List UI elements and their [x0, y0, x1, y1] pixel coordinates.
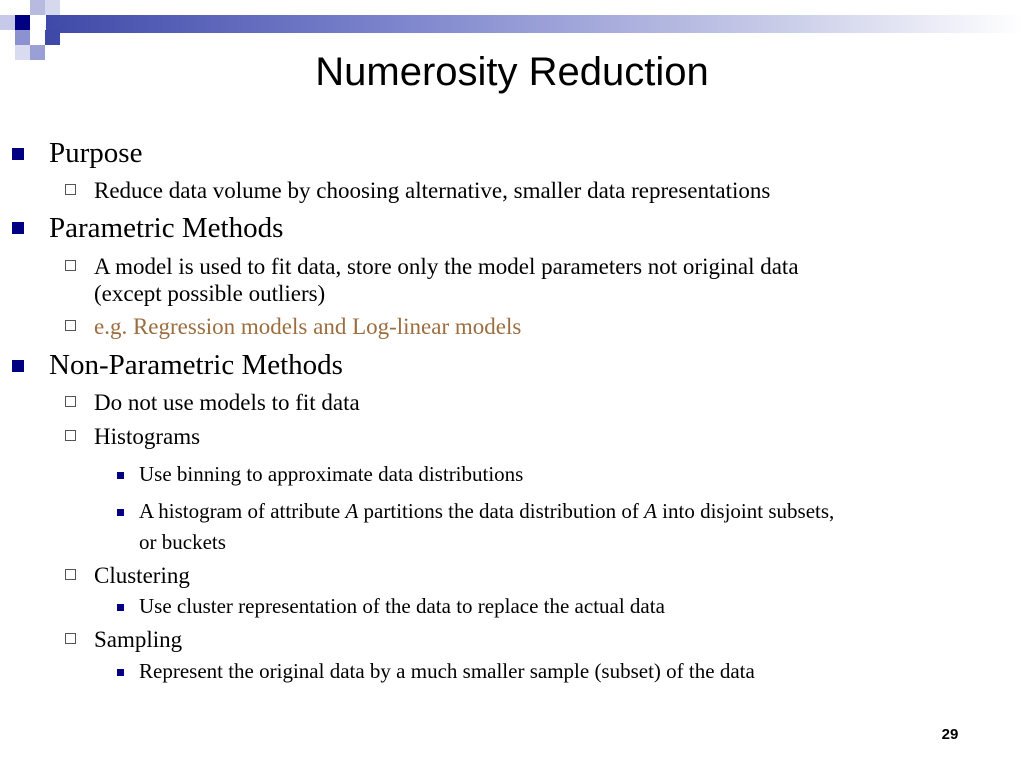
hollow-square-bullet-icon: [65, 396, 76, 407]
subbullet-nonparametric-1: Do not use models to fit data: [94, 390, 360, 415]
small-square-bullet-icon: [117, 509, 124, 516]
bullet-nonparametric: Non-Parametric Methods: [49, 349, 343, 381]
small-square-bullet-icon: [117, 604, 124, 611]
page-title: Numerosity Reduction: [315, 50, 709, 94]
subbullet-sampling: Sampling: [94, 627, 183, 652]
hollow-square-bullet-icon: [65, 430, 76, 441]
subbullet-parametric-1-line1: A model is used to fit data, store only the model parameters not original data: [94, 254, 799, 279]
page-number: 29: [941, 726, 959, 743]
histograms-sub-1: Use binning to approximate data distributions: [139, 462, 524, 486]
hollow-square-bullet-icon: [65, 260, 76, 271]
bullet-parametric: Parametric Methods: [49, 212, 284, 244]
hollow-square-bullet-icon: [65, 320, 76, 331]
subbullet-parametric-1-line2: (except possible outliers): [94, 281, 326, 306]
text-segment: A histogram of attribute: [139, 499, 346, 523]
square-bullet-icon: [12, 222, 24, 234]
text-segment: into disjoint subsets,: [656, 499, 835, 523]
variable-a: A: [644, 499, 657, 523]
hollow-square-bullet-icon: [65, 184, 76, 195]
subbullet-purpose-1: Reduce data volume by choosing alternative, smaller data representations: [94, 178, 771, 203]
square-bullet-icon: [12, 360, 24, 372]
bullet-purpose: Purpose: [49, 137, 143, 169]
hollow-square-bullet-icon: [65, 569, 76, 580]
subbullet-clustering: Clustering: [94, 563, 190, 588]
square-bullet-icon: [12, 148, 24, 160]
sampling-sub-1: Represent the original data by a much smaller sample (subset) of the data: [139, 659, 755, 683]
histograms-sub-2-line2: or buckets: [139, 530, 226, 554]
subbullet-histograms: Histograms: [94, 424, 201, 449]
small-square-bullet-icon: [117, 472, 124, 479]
clustering-sub-1: Use cluster representation of the data to replace the actual data: [139, 594, 665, 618]
variable-a: A: [345, 499, 359, 523]
small-square-bullet-icon: [117, 669, 124, 676]
text-segment: partitions the data distribution of: [358, 499, 645, 523]
histograms-sub-2-line1: [139, 496, 834, 527]
hollow-square-bullet-icon: [65, 633, 76, 644]
subbullet-parametric-2: e.g. Regression models and Log-linear models: [94, 314, 522, 339]
